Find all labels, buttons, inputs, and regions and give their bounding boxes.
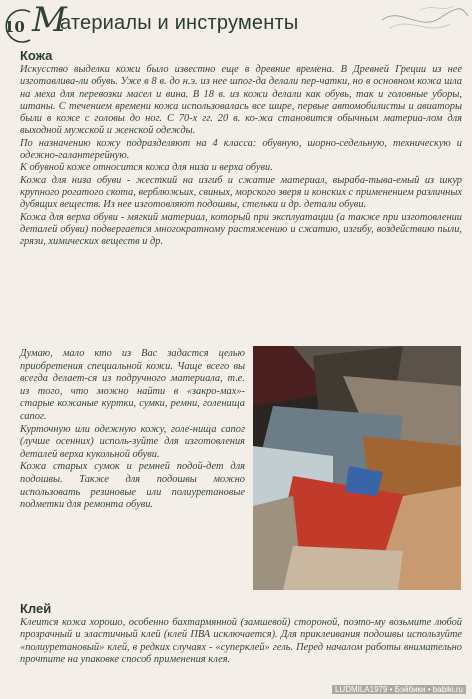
leather-paragraph-shoe: К обувной коже относится кожа для низа и верха обуви.: [20, 162, 273, 174]
leather-scraps-illustration: [253, 346, 461, 590]
leather-side-text: [20, 348, 245, 512]
leather-paragraph-upper: Кожа для верха обуви - мягкий материал, который при эксплуатации (а также при изготовлении деталей обуви) подвергается многократному растяжению и сжатию, изгибу, воздействию пыли, грязи, химических веществ и др.: [20, 211, 462, 248]
side-paragraph-jacket: Курточную или одежную кожу, голе-нища сапог (лучше осенних) исполь-зуйте для изготовления деталей верха кукольной обуви.: [20, 423, 245, 460]
leather-paragraph-history: Искусство выделки кожи было известно еще в древние времена. В Древней Греции из нее изготавлива-ли обувь. Уже в 8 в. до н.э. из нее шпог-да делали пер-чатки, но в основном кожа шла на меха для перевозки масел и вина. В 18 в. из кожи делали как обувь, так и головные уборы, штаны. С течением времени кожа использовалась все шире, первые автомобилисты и авиаторы были в коже с головы до ног. С 70-х гг. 20 в. ко-жа становится обычным материа-лом для выходной мужской и женской одежды.: [20, 64, 462, 137]
watermark: LUDMILA1979 • Бэйбики • babiki.ru: [332, 685, 466, 694]
page-title: атериалы и инструменты: [60, 12, 299, 34]
title-initial: М: [32, 0, 67, 40]
title-swirl-icon: [380, 2, 470, 38]
leather-heading: Кожа: [20, 48, 53, 63]
page-header: [0, 0, 472, 44]
leather-paragraph-sole: Кожа для низа обуви - жесткий на изгиб и сжатие материал, выраба-тыва-емый из шкур крупного рогатого скота, верблюжьих, свиных, морского зверя и конских с применением различных дубящих веществ. Из нее изготовляют подошвы, стельки и др. детали обуви.: [20, 174, 462, 211]
leather-main-text: [20, 64, 462, 248]
glue-heading: Клей: [20, 601, 52, 616]
glue-paragraph: Клеится кожа хорошо, особенно бахтармянной (замшевой) стороной, поэто-му возьмите любой прозрачный и эластичный клей (клей ПВА исключается). Для приклеивания подошвы используйте «полиуретановый» клей, в редких случаях - «суперклей» гель. Перед началом работы внимательно прочтите на упаковке способ применения клея.: [20, 617, 462, 665]
leather-paragraph-classes: По назначению кожу подразделяют на 4 класса: обувную, шорно-седельную, техническую и одежно-галантерейную.: [20, 137, 462, 162]
glue-text: [20, 617, 462, 666]
leather-scraps-photo: [253, 346, 461, 590]
page-number: 10: [4, 18, 25, 36]
side-paragraph-source: Думаю, мало кто из Вас задастся целью приобретения специальной кожи. Чаще всего вы всегда делает-ся из подручного материала, т.е. из того, что можно найти в «закро-мах»- старые кожаные куртки, сумки, ремни, голенища сапог.: [20, 348, 245, 422]
side-paragraph-soles: Кожа старых сумок и ремней подой-дет для подошвы. Также для подошвы можно использовать резиновые или полиуретановые подметки для ремонта обуви.: [20, 461, 245, 511]
